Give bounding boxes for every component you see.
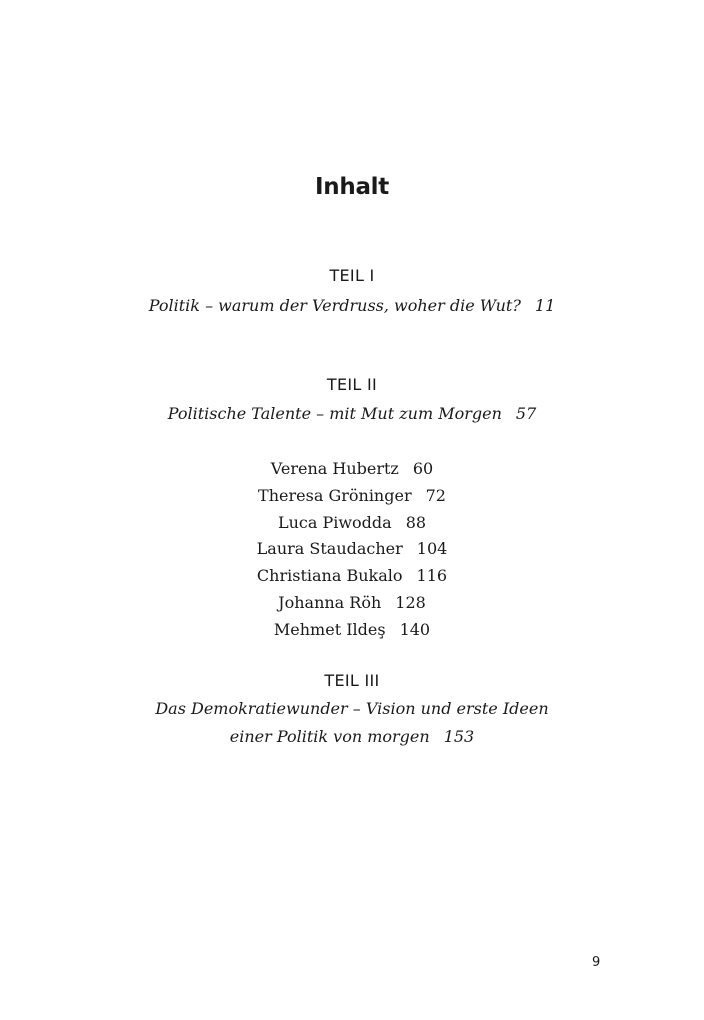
part-1-title xyxy=(0,296,704,315)
part-3-page: 153 xyxy=(443,727,475,746)
toc-entry-page: 128 xyxy=(395,593,426,612)
part-3-heading: TEIL III xyxy=(324,671,380,690)
toc-entry-page: 60 xyxy=(412,459,434,478)
toc-entry-name: Johanna Röh xyxy=(278,593,382,612)
part-2-title-text: Politische Talente – mit Mut zum Morgen xyxy=(167,404,502,423)
toc-entry-page: 140 xyxy=(399,620,431,639)
toc-entry xyxy=(0,459,704,478)
toc-entry xyxy=(0,620,704,639)
part-2-page: 57 xyxy=(515,404,537,423)
toc-entry xyxy=(0,593,704,612)
toc-entry-name: Laura Staudacher xyxy=(256,539,403,558)
toc-entry xyxy=(0,486,704,505)
toc-entry-page: 88 xyxy=(405,513,427,532)
toc-entry-page: 116 xyxy=(416,566,448,585)
part-1-page: 11 xyxy=(534,296,556,315)
toc-entry-name: Mehmet Ildeş xyxy=(273,620,386,639)
toc-entry xyxy=(0,539,704,558)
toc-entry xyxy=(0,566,704,585)
part-2-title xyxy=(0,404,704,423)
part-1-title-text: Politik – warum der Verdruss, woher die Wut? xyxy=(148,296,521,315)
toc-title: Inhalt xyxy=(315,174,389,200)
toc-entry-name: Christiana Bukalo xyxy=(256,566,403,585)
toc-entry-name: Theresa Gröninger xyxy=(258,486,412,505)
toc-entry-name: Luca Piwodda xyxy=(277,513,392,532)
part-3-title-text: einer Politik von morgen xyxy=(229,727,430,746)
page-number: 9 xyxy=(592,955,601,970)
part-3-title-line-2 xyxy=(0,727,704,746)
part-1-heading: TEIL I xyxy=(329,266,375,285)
toc-entry-page: 72 xyxy=(425,486,446,505)
toc-entry xyxy=(0,513,704,532)
part-2-heading: TEIL II xyxy=(326,375,378,394)
part-3-title-line-1: Das Demokratiewunder – Vision und erste Ideen xyxy=(155,699,549,718)
toc-entry-page: 104 xyxy=(416,539,448,558)
toc-entry-name: Verena Hubertz xyxy=(270,459,399,478)
